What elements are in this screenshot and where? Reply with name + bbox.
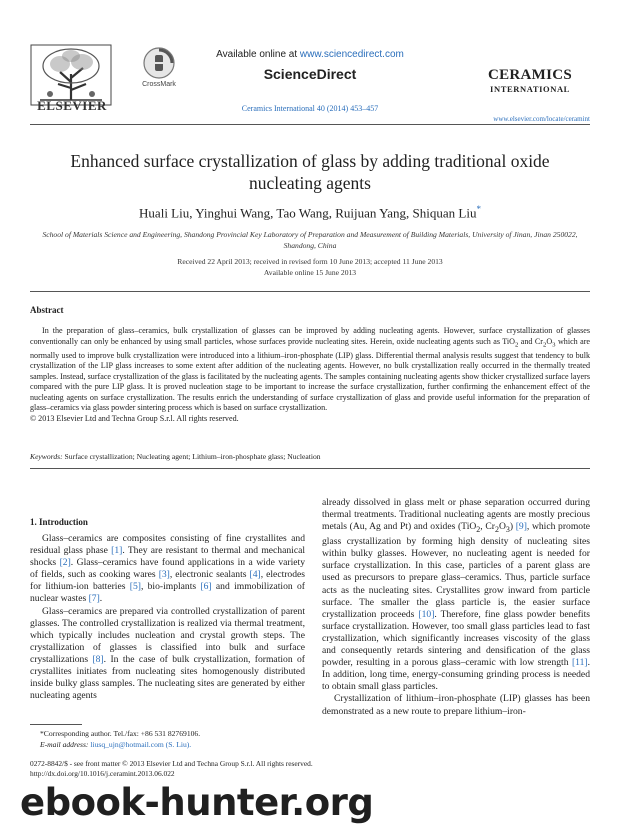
article-dates: [50, 257, 570, 278]
citation-link[interactable]: [4]: [249, 569, 261, 581]
journal-url-link[interactable]: www.elsevier.com/locate/ceramint: [493, 115, 590, 123]
citation-link[interactable]: [11]: [571, 657, 588, 669]
journal-subtitle: INTERNATIONAL: [490, 84, 570, 94]
elsevier-tree-logo: [30, 44, 112, 106]
sciencedirect-link[interactable]: www.sciencedirect.com: [299, 49, 404, 60]
corresponding-author-mark[interactable]: *: [476, 204, 481, 214]
citation-link[interactable]: [1]: [111, 545, 123, 557]
body-column-right: already dissolved in glass melt or phase separation occurred during thermal treatments. Traditional nucleating agents are mostly precious metals (Au, Ag and Pt) and oxides (TiO$_2$, $Cr_2O_3$) [9], which promote glass crystallization by forming high density of nucleating sites within bulky glasses. However, no nucleating agent is needed for surface crystallization. In this case, particles of a parent glass are used as precursors to prepare glass–ceramics. Thus, particle surface acts as the nucleating sites. Crystallites grow inward from particle surface. The smaller the glass particle is, the easier surface crystallization proceeds [10]. Therefore, fine glass powder benefits surface crystallization. However, too small glass particles lead to fast crystallization, which significantly increases viscosity of the glass and consequently retards sintering and densification of the glass powder, resulting in a porous glass–ceramic with low strength [11]. In addition, long time, energy-consuming grinding process is needed to obtain small glass particles. Crystallization of lithium–iron-phosphate (LIP) glasses has been demonstrated as a new route to prepare lithium–iron-: [322, 497, 591, 717]
crossmark-icon[interactable]: [142, 46, 176, 80]
email-link[interactable]: liusq_ujn@hotmail.com (S. Liu).: [90, 739, 192, 749]
received-dates: Received 22 April 2013; received in revised form 10 June 2013; accepted 11 June 2013: [177, 257, 443, 266]
available-online: Available online at www.sciencedirect.com: [216, 49, 404, 60]
citation-link[interactable]: [7]: [88, 593, 100, 605]
citation-link[interactable]: [8]: [92, 653, 104, 665]
watermark: ebook-hunter.org: [20, 781, 374, 824]
copyright-line: © 2013 Elsevier Ltd and Techna Group S.r.l. All rights reserved.: [30, 413, 239, 423]
footnote: *Corresponding author. Tel./fax: +86 531 82769106. E-mail address: liusq_ujn@hotmail.com (S. Liu).: [40, 729, 310, 750]
corresponding-author-note: *Corresponding author. Tel./fax: +86 531 82769106.: [40, 729, 201, 738]
affiliation: School of Materials Science and Engineering, Shandong Provincial Key Laboratory of Preparation and Measurement of Building Materials, University of Jinan, Jinan 250022, Shandong, China: [42, 230, 578, 250]
journal-title: CERAMICS: [487, 67, 573, 83]
abstract-text: In the preparation of glass–ceramics, bulk crystallization of glasses can be improved by adding nucleating agents. However, surface crystallization of glasses conventionally can only be enhanced by using small particles, whose surfaces provide nucleating sites. Herein, oxide nucleating agents such as TiO$_2$ and $Cr_2O_3$ which are normally used to improve bulk crystallization were introduced into a lithium–iron-phosphate (LIP) glass. Differential thermal analysis results suggest that tendency to bulk crystallization of the LIP glass increases to some extent after addition of the nucleating agents. However, no bulk crystallization really occurred in the thermally treated samples. Instead, surface crystallization of the glass is facilitated by the nucleating agents. The samples containing nucleating agents show thicker crystallized surface layers compared with the pure LIP glass. It is proved nucleation stage to be important to increase the surface crystallization, further confirming the enhancement effect of the nucleating agents on surface crystallization. The results enrich the understanding of surface crystallization of glass and provide useful information for the preparation of glass–ceramics via glass powder sintering process which is based on surface crystallization. © 2013 Elsevier Ltd and Techna Group S.r.l. All rights reserved.: [30, 326, 590, 423]
elsevier-wordmark: ELSEVIER: [37, 98, 107, 113]
article-title: Enhanced surface crystallization of glass by adding traditional oxide nucleating agents: [70, 151, 550, 193]
doi-link[interactable]: http://dx.doi.org/10.1016/j.ceramint.2013.06.022: [30, 769, 175, 778]
citation-link[interactable]: [5]: [129, 581, 141, 593]
section-heading: 1. Introduction: [30, 517, 88, 527]
keywords: Keywords: Surface crystallization; Nucleating agent; Lithium–iron-phosphate glass; Nucleation: [30, 452, 321, 461]
citation-link[interactable]: [6]: [200, 581, 212, 593]
citation-link[interactable]: [9]: [515, 521, 527, 533]
abstract-heading: Abstract: [30, 305, 64, 315]
abstract-bottom-rule: [30, 468, 590, 469]
author-list: Huali Liu, Yinghui Wang, Tao Wang, Ruijuan Yang, Shiquan Liu*: [139, 204, 481, 221]
body-column-left: Glass–ceramics are composites consisting of fine crystallites and residual glass phase [1]. They are resistant to thermal and mechanical shocks [2]. Glass–ceramics have found applications in a wide variety of fields, such as cooking wares [3], electronic sealants [4], electrodes for lithium-ion batteries [5], bio-implants [6] and immobilization of nuclear wastes [7]. Glass–ceramics are prepared via controlled crystallization of parent glasses. The controlled crystallization is realized via thermal treatment, which typically includes nucleation and crystal growth steps. The crystallization of glasses is classified into bulk and surface crystallizations [8]. In the case of bulk crystallization, formation of crystallites initiates from nucleating sites homogenously distributed inside bulky glass samples. The nucleating sites are generated by either nucleating agents: [30, 533, 306, 702]
sciencedirect-wordmark: ScienceDirect: [263, 66, 357, 82]
issn-line: 0272-8842/$ - see front matter © 2013 Elsevier Ltd and Techna Group S.r.l. All rights reserved.: [30, 759, 313, 768]
journal-citation[interactable]: Ceramics International 40 (2014) 453–457: [241, 104, 379, 113]
available-date: Available online 15 June 2013: [263, 267, 357, 277]
citation-link[interactable]: [3]: [158, 569, 170, 581]
citation-link[interactable]: [10]: [418, 608, 435, 620]
crossmark-label: CrossMark: [142, 81, 176, 88]
footnote-rule: [30, 724, 82, 725]
abstract-top-rule: [30, 291, 590, 292]
header-rule: [30, 124, 590, 125]
citation-link[interactable]: [2]: [59, 557, 71, 569]
issn-block: [30, 759, 410, 779]
